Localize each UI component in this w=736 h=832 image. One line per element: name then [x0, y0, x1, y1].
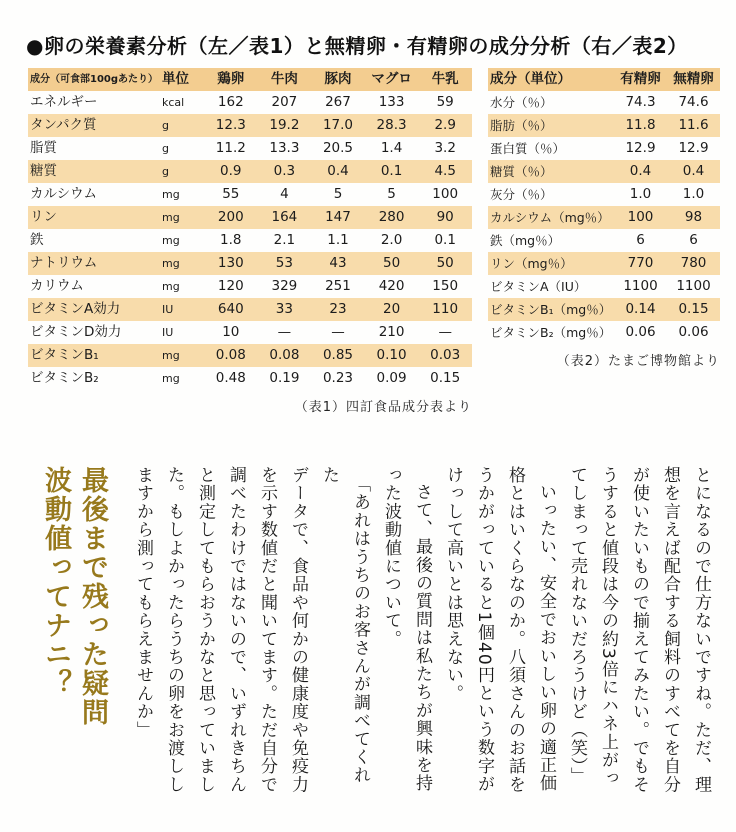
article-column: さて、最後の質問は私たちが興味を持 — [412, 483, 432, 793]
table-cell: 0.85 — [322, 347, 354, 363]
article-column: てしまって売れないだろうけど（笑）」 — [567, 466, 587, 786]
article-column: 想を言えば配合する飼料のすべてを自分 — [660, 466, 680, 794]
table-cell: 0.08 — [269, 347, 300, 363]
table-cell: 50 — [382, 255, 401, 271]
table-row — [28, 114, 472, 137]
table-cell: 150 — [432, 278, 459, 294]
table-cell: 0.3 — [273, 163, 296, 179]
table2-header-row — [488, 68, 720, 91]
table-cell: 120 — [217, 278, 244, 294]
table-cell: 50 — [436, 255, 454, 271]
table-cell: 0.10 — [376, 347, 407, 363]
egg-comparison-table-wrap — [488, 68, 720, 369]
table-cell: 5 — [387, 186, 396, 202]
table-cell: 110 — [432, 301, 459, 317]
table-cell: 90 — [436, 209, 454, 225]
table-cell: 0.06 — [625, 324, 656, 340]
table-cell: 147 — [325, 209, 351, 225]
table-cell: リン — [30, 209, 57, 225]
table-cell: g — [162, 119, 169, 132]
table-cell: mg — [162, 372, 180, 385]
table-cell: mg — [162, 257, 180, 270]
table-row — [28, 206, 472, 229]
table-row — [488, 160, 720, 183]
table-cell: 130 — [217, 255, 244, 271]
article-column: とになるので仕方ないですね。ただ、理 — [691, 466, 711, 794]
article-column: データで、食品や何かの健康度や免疫力 — [288, 466, 308, 794]
table-cell: g — [162, 165, 169, 178]
table-cell: ビタミンA（IU） — [490, 279, 587, 294]
table-cell: 11.6 — [678, 117, 709, 133]
table-cell: — — [277, 324, 292, 340]
table2-body — [488, 91, 720, 344]
table-cell: — — [438, 324, 452, 340]
table-cell: 100 — [627, 209, 654, 225]
table-cell: kcal — [162, 96, 185, 109]
table2-caption: （表2）たまご博物館より — [556, 354, 720, 369]
header-cell: 鶏卵 — [217, 71, 245, 87]
table-cell: 20.5 — [322, 140, 354, 156]
table-cell: 0.23 — [322, 370, 354, 386]
table-cell: 207 — [271, 94, 298, 110]
table-cell: 0.15 — [678, 301, 709, 317]
table-cell: 420 — [378, 278, 405, 294]
table-cell: 糖質（％） — [490, 164, 553, 179]
article-column: った波動値について。 — [381, 466, 401, 648]
table-cell: タンパク質 — [30, 117, 97, 133]
table-cell: 4.5 — [434, 163, 456, 179]
table-cell: 2.9 — [434, 117, 456, 133]
table-row — [488, 229, 720, 252]
table-cell: リン（mg％） — [490, 256, 573, 271]
table-cell: 770 — [627, 255, 654, 271]
table-cell: 12.3 — [215, 117, 246, 133]
article-column: た。もしよかったらうちの卵をお渡しし — [164, 466, 184, 794]
table-cell: 6 — [689, 232, 698, 248]
article-column: ますから測ってもらえませんか」 — [133, 466, 153, 739]
table-cell: 11.2 — [215, 140, 246, 156]
table-cell: 0.08 — [215, 347, 246, 363]
article-heading-line-2: 波動値ってナニ？ — [40, 466, 71, 698]
egg-comparison-table — [488, 68, 720, 344]
table-cell: 水分（％） — [490, 95, 553, 110]
table-row — [28, 91, 472, 114]
table-cell: 329 — [271, 278, 298, 294]
table-cell: カリウム — [30, 278, 84, 294]
table-cell: 蛋白質（％） — [490, 141, 566, 156]
table-cell: カルシウム — [30, 186, 98, 202]
table-row — [488, 252, 720, 275]
table-cell: 0.9 — [220, 163, 242, 179]
table-cell: 1.1 — [327, 232, 349, 248]
header-cell: 単位 — [162, 71, 189, 87]
table-cell: 5 — [333, 186, 343, 202]
table-cell: 251 — [325, 278, 351, 294]
table-row — [488, 183, 720, 206]
table-cell: 19.2 — [269, 117, 300, 133]
table-cell: カルシウム（mg％） — [490, 210, 610, 225]
table-row — [488, 275, 720, 298]
table-cell: 脂肪（％） — [490, 118, 553, 133]
header-cell: 成分（可食部100gあたり） — [30, 74, 159, 85]
table-cell: g — [162, 142, 169, 155]
header-cell: 豚肉 — [324, 71, 352, 87]
article-column: うかがっていると1個40円という数字が — [474, 466, 494, 794]
nutrition-table-1-wrap — [28, 68, 472, 415]
table-row — [28, 367, 472, 390]
table-cell: ビタミンB₂ — [30, 370, 99, 386]
table-cell: 鉄 — [30, 232, 44, 248]
table-cell: 4 — [280, 186, 289, 202]
table-cell: 267 — [325, 94, 351, 110]
table-cell: 74.6 — [678, 94, 709, 110]
table-cell: IU — [162, 326, 174, 339]
table-cell: エネルギー — [30, 94, 98, 110]
table-cell: 0.14 — [625, 301, 656, 317]
table-cell: mg — [162, 280, 180, 293]
table-cell: 200 — [217, 209, 244, 225]
table-cell: 55 — [222, 186, 240, 202]
table-cell: mg — [162, 188, 180, 201]
header-cell: 牛乳 — [431, 71, 459, 87]
table-cell: ビタミンB₁（mg％） — [490, 302, 612, 317]
table-cell: mg — [162, 349, 180, 362]
table-row — [28, 321, 472, 344]
table-cell: 0.48 — [215, 370, 246, 386]
article-column: けっして高いとは思えない。 — [443, 466, 463, 703]
table-cell: ビタミンA効力 — [30, 301, 121, 317]
table-cell: 17.0 — [322, 117, 354, 133]
article-heading-line-1: 最後まで残った疑問 — [77, 466, 108, 727]
table-cell: 12.9 — [678, 140, 709, 156]
table-row — [488, 321, 720, 344]
header-cell: マグロ — [371, 71, 412, 87]
table-cell: 33 — [275, 301, 293, 317]
table-cell: 20 — [382, 301, 401, 317]
table-row — [488, 137, 720, 160]
table-row — [28, 252, 472, 275]
header-cell: 牛肉 — [270, 71, 298, 87]
table-cell: 100 — [432, 186, 459, 202]
table-cell: 780 — [680, 255, 707, 271]
table-row — [28, 160, 472, 183]
article-body — [127, 466, 716, 800]
table-cell: 1100 — [623, 278, 658, 294]
header-cell: 有精卵 — [620, 71, 661, 87]
table-cell: IU — [162, 303, 174, 316]
table-cell: 23 — [329, 301, 347, 317]
table-cell: 鉄（mg％） — [490, 233, 561, 248]
table-row — [28, 137, 472, 160]
table-cell: 0.03 — [430, 347, 461, 363]
table-cell: 43 — [329, 255, 347, 271]
nutrition-table-1 — [28, 68, 472, 390]
table-row — [28, 275, 472, 298]
table-cell: 6 — [636, 232, 645, 248]
table-cell: 133 — [378, 94, 405, 110]
table-cell: 10 — [222, 324, 240, 340]
table-cell: mg — [162, 234, 180, 247]
table-cell: 0.1 — [434, 232, 456, 248]
table-cell: 164 — [271, 209, 298, 225]
table-cell: 28.3 — [376, 117, 407, 133]
table-cell: 74.3 — [625, 94, 656, 110]
table-cell: 0.19 — [269, 370, 300, 386]
table-cell: 59 — [436, 94, 454, 110]
header-cell: 無精卵 — [673, 71, 714, 87]
table-cell: 3.2 — [434, 140, 456, 156]
table-cell: 280 — [378, 209, 405, 225]
article-column: と測定してもらおうかなと思っていまし — [195, 466, 215, 794]
table-cell: 210 — [378, 324, 405, 340]
article-column: うすると値段は今の約3倍にハネ上がっ — [598, 466, 618, 788]
table-row — [488, 91, 720, 114]
table-row — [28, 183, 472, 206]
table-cell: 0.09 — [376, 370, 407, 386]
table-cell: ナトリウム — [30, 255, 98, 271]
article-column: いったい、安全でおいしい卵の適正価 — [536, 483, 556, 793]
table1-header — [28, 68, 472, 91]
article-column: 「あれはうちのお客さんが調べてくれた — [319, 466, 370, 784]
table-cell: 1.8 — [220, 232, 242, 248]
table-cell: 162 — [217, 94, 244, 110]
table-cell: 13.3 — [269, 140, 300, 156]
table-row — [28, 298, 472, 321]
table-cell: 脂質 — [30, 140, 57, 156]
table-cell: 2.0 — [380, 232, 403, 248]
table2-header — [488, 68, 720, 91]
table-cell: 1.0 — [629, 186, 652, 202]
article-column: 調べたわけではないので、いずれきちん — [226, 466, 246, 794]
table-cell: 灰分（％） — [490, 187, 553, 202]
table-cell: 1100 — [676, 278, 711, 294]
table-cell: 0.4 — [682, 163, 705, 179]
table-cell: 1.4 — [380, 140, 403, 156]
table-cell: 0.1 — [380, 163, 403, 179]
table-cell: 11.8 — [625, 117, 656, 133]
table-cell: ビタミンB₁ — [30, 347, 99, 363]
table-cell: 0.15 — [430, 370, 461, 386]
table-row — [488, 298, 720, 321]
table-row — [28, 229, 472, 252]
header-cell: 成分（単位） — [490, 71, 571, 87]
table-cell: 98 — [684, 209, 703, 225]
table-cell: — — [331, 324, 345, 340]
table-cell: 640 — [217, 301, 244, 317]
table-cell: 0.4 — [327, 163, 349, 179]
table1-body — [28, 91, 472, 390]
table-cell: 2.1 — [273, 232, 296, 248]
table-cell: 1.0 — [682, 186, 705, 202]
table-cell: 0.4 — [629, 163, 652, 179]
table-cell: 糖質 — [30, 163, 57, 179]
article-column: 格とはいくらなのか。八須さんのお話を — [505, 466, 525, 794]
table1-caption: （表1）四訂食品成分表より — [294, 400, 472, 415]
table-cell: 53 — [275, 255, 293, 271]
article-heading — [37, 466, 111, 800]
article-column: が使いたいもので揃えてみたい。でもそ — [629, 466, 649, 794]
table-row — [488, 114, 720, 137]
table-cell: ビタミンB₂（mg％） — [490, 325, 612, 340]
table-row — [488, 206, 720, 229]
table1-header-row — [28, 68, 472, 91]
table-cell: mg — [162, 211, 180, 224]
article-column: を示す数値だと聞いてます。ただ自分で — [257, 466, 277, 794]
table-cell: 0.06 — [678, 324, 709, 340]
table-cell: ビタミンD効力 — [30, 324, 122, 340]
page-title: ●卵の栄養素分析（左／表1）と無精卵・有精卵の成分分析（右／表2） — [26, 34, 688, 58]
table-cell: 12.9 — [625, 140, 656, 156]
vertical-article — [37, 466, 716, 800]
table-row — [28, 344, 472, 367]
